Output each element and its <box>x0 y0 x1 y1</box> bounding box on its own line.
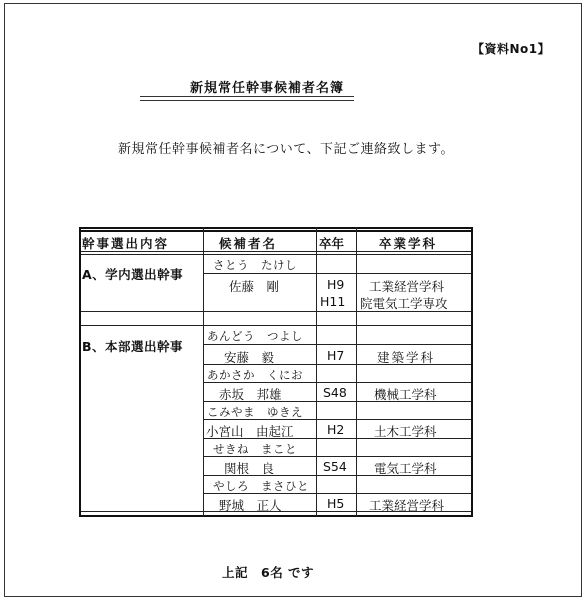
table-rule <box>356 227 357 517</box>
table-rule <box>79 254 473 255</box>
candidate-name: 佐藤 剛 <box>229 279 280 294</box>
candidate-name: 赤坂 邦雄 <box>219 387 282 402</box>
table-rule <box>203 273 473 274</box>
candidate-name: 野城 正人 <box>219 498 282 513</box>
candidate-kana: せきね まこと <box>213 442 297 456</box>
department: 建築学科 <box>377 350 436 365</box>
column-header: 候補者名 <box>219 236 278 251</box>
department: 機械工学科 <box>374 387 437 402</box>
column-header: 幹事選出内容 <box>82 236 170 251</box>
section-label: A、学内選出幹事 <box>82 267 184 282</box>
table-rule <box>79 227 81 517</box>
graduation-year: H2 <box>327 422 345 437</box>
table-rule <box>316 227 317 517</box>
table-rule <box>79 227 473 229</box>
table-rule <box>79 230 473 232</box>
document-title: 新規常任幹事候補者名簿 <box>190 81 345 96</box>
candidate-table <box>79 227 473 517</box>
graduation-year: H9 <box>327 277 345 292</box>
department: 院電気工学専攻 <box>360 296 448 311</box>
table-rule <box>79 325 473 326</box>
candidate-name: 関根 良 <box>224 461 275 476</box>
table-rule <box>203 344 473 345</box>
candidate-kana: さとう たけし <box>213 258 297 272</box>
graduation-year: S48 <box>323 385 347 400</box>
department: 土木工学科 <box>374 424 437 439</box>
department: 工業経営学科 <box>369 498 445 513</box>
document-label: 【資料No1】 <box>472 42 551 56</box>
table-rule <box>471 227 473 517</box>
candidate-name: 小宮山 由起江 <box>206 424 294 439</box>
department: 工業経営学科 <box>369 279 445 294</box>
section-label: B、本部選出幹事 <box>82 339 184 354</box>
department: 電気工学科 <box>374 461 437 476</box>
intro-text: 新規常任幹事候補者名について、下記ご連絡致します。 <box>118 142 454 157</box>
title-underline-1 <box>140 96 354 97</box>
candidate-kana: あんどう つよし <box>207 329 303 343</box>
graduation-year: H7 <box>327 348 345 363</box>
footer-summary: 上記 6名 です <box>222 565 315 580</box>
graduation-year: H5 <box>327 496 345 511</box>
graduation-year: H11 <box>320 294 346 309</box>
candidate-kana: やしろ まさひと <box>213 479 309 493</box>
table-rule <box>79 515 473 517</box>
column-header: 卒年 <box>319 236 345 251</box>
candidate-kana: こみやま ゆきえ <box>207 405 303 419</box>
title-underline-2 <box>140 100 354 101</box>
table-rule <box>203 227 204 517</box>
candidate-name: 安藤 毅 <box>224 350 275 365</box>
candidate-kana: あかさか くにお <box>207 368 303 382</box>
graduation-year: S54 <box>323 459 347 474</box>
column-header: 卒業学科 <box>379 236 438 251</box>
